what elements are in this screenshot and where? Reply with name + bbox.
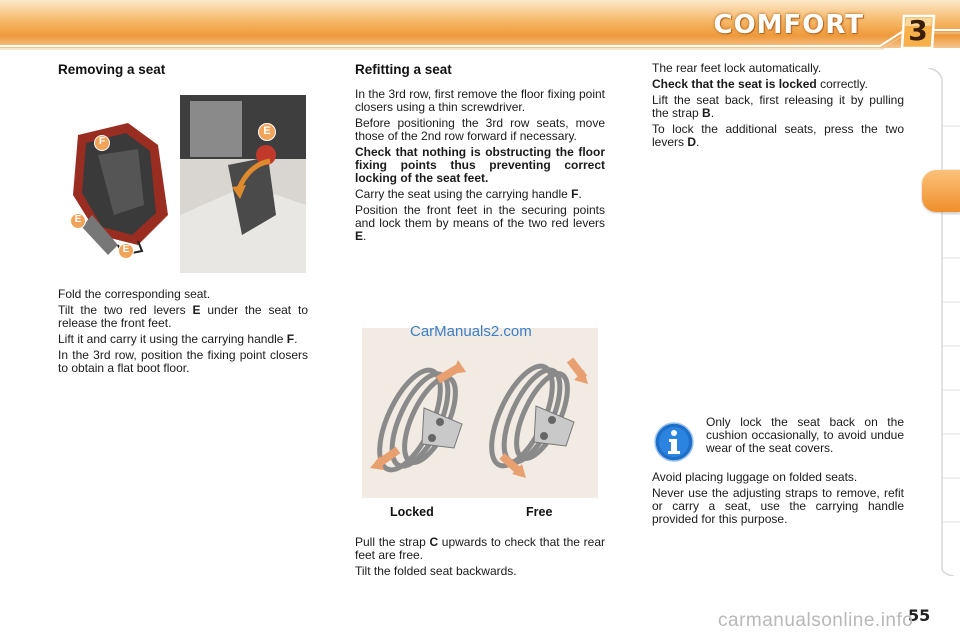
page-number: 55 <box>908 606 931 625</box>
removing-text <box>58 288 308 378</box>
removing-p3: Lift it and carry it using the carrying handle F. <box>58 332 298 346</box>
info-note <box>706 416 904 458</box>
refitting-p2: Before positioning the 3rd row seats, move those of the 2nd row forward if necessary. <box>355 116 605 143</box>
right-p5: Avoid placing luggage on folded seats. <box>652 470 858 484</box>
info-icon <box>654 422 694 462</box>
caption-locked: Locked <box>390 505 434 519</box>
right-text-2 <box>652 471 904 529</box>
info-note-text: Only lock the seat back on the cushion occasionally, to avoid undue wear of the seat covers. <box>706 415 904 455</box>
lock-states-illustration <box>362 328 598 498</box>
right-p4: To lock the additional seats, press the two levers D. <box>652 122 904 149</box>
right-text <box>652 62 904 152</box>
removing-p1: Fold the corresponding seat. <box>58 287 211 301</box>
heading-refitting-seat: Refitting a seat <box>355 62 452 77</box>
label-e-1: E <box>74 214 82 225</box>
label-e-3: E <box>263 125 271 137</box>
chapter-tabs <box>926 68 960 576</box>
refitting-p3-warning: Check that nothing is obstructing the floor fixing points thus preventing correct locking of the seat feet. <box>355 145 605 185</box>
refitting-p1: In the 3rd row, first remove the floor fixing point closers using a thin screwdriver. <box>355 87 605 114</box>
right-p6: Never use the adjusting straps to remove, refit or carry a seat, use the carrying handle provided for this purpose. <box>652 486 904 526</box>
tab-comfort-active[interactable] <box>922 170 960 212</box>
image-watermark: CarManuals2.com <box>410 323 532 340</box>
page-title: COMFORT <box>713 10 864 40</box>
refitting-text <box>355 88 605 246</box>
removing-p2: Tilt the two red levers E under the seat to release the front feet. <box>58 303 308 330</box>
refitting-p5: Position the front feet in the securing points and lock them by means of the two red levers E. <box>355 203 605 243</box>
refitting-text-2 <box>355 536 605 581</box>
refitting-p6: Pull the strap C upwards to check that the rear feet are free. <box>355 535 605 562</box>
removing-p4: In the 3rd row, position the fixing point closers to obtain a flat boot floor. <box>58 348 308 375</box>
right-p2: Check that the seat is locked correctly. <box>652 77 868 91</box>
label-f: F <box>98 136 106 147</box>
refitting-p7: Tilt the folded seat backwards. <box>355 564 517 578</box>
heading-removing-seat: Removing a seat <box>58 62 166 77</box>
refitting-p4: Carry the seat using the carrying handle F. <box>355 187 582 201</box>
label-e-2: E <box>122 244 130 255</box>
caption-free: Free <box>526 505 553 519</box>
removing-seat-illustration <box>58 95 306 273</box>
right-p1: The rear feet lock automatically. <box>652 61 822 75</box>
footer-watermark: carmanualsonline.info <box>718 610 914 631</box>
right-p3: Lift the seat back, first releasing it by pulling the strap B. <box>652 93 904 120</box>
chapter-number: 3 <box>908 14 928 47</box>
